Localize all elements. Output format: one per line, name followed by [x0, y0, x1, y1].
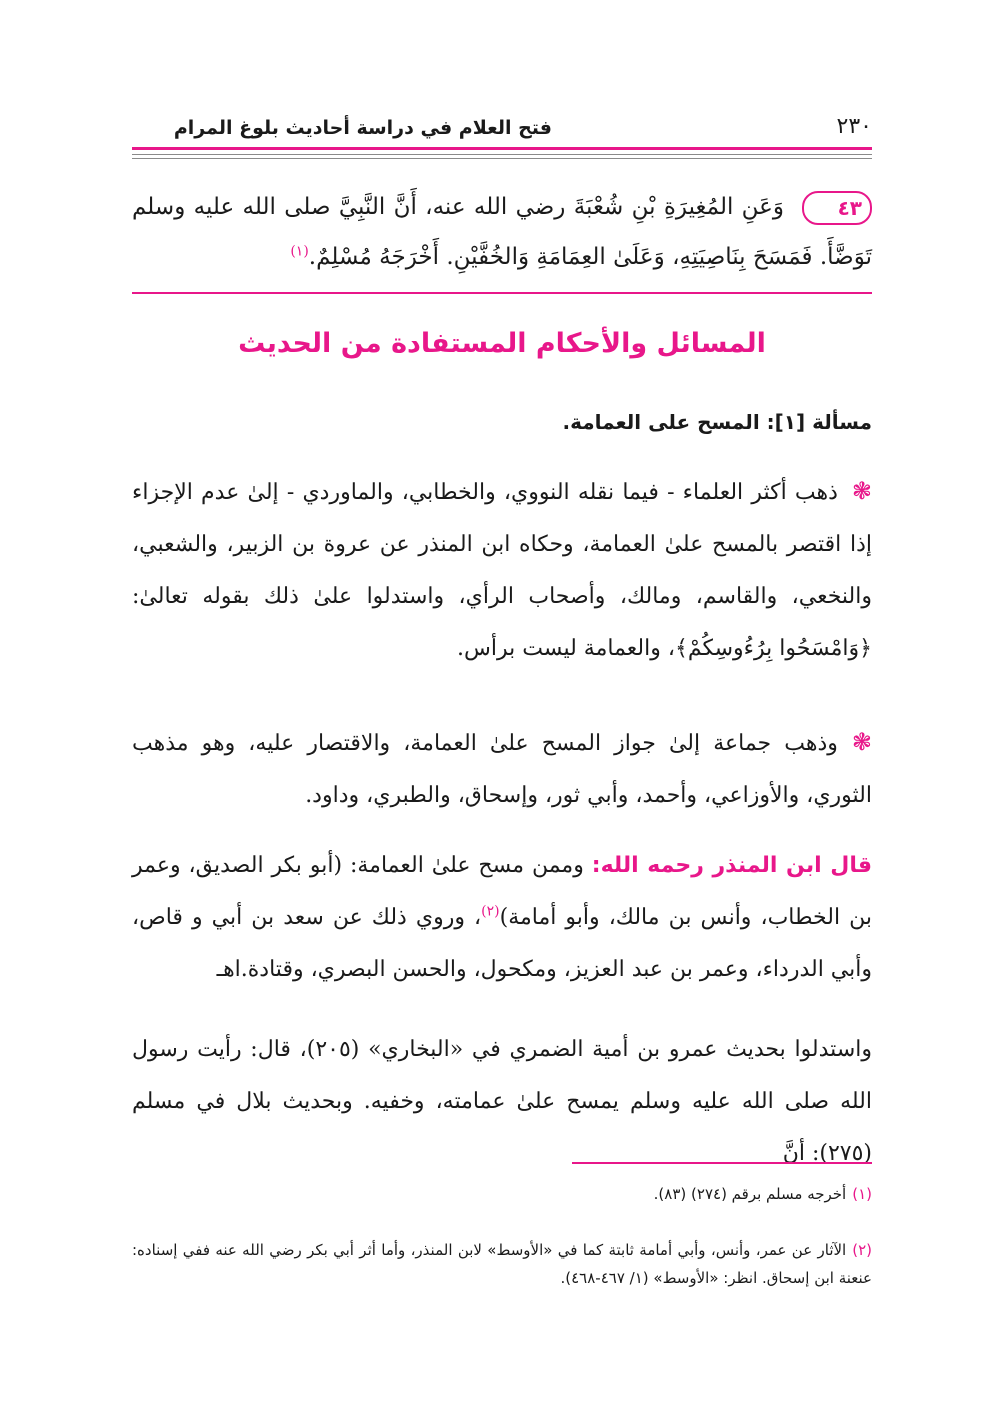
footnote-number: (١)	[852, 1185, 872, 1203]
footnote-1	[132, 1180, 872, 1208]
footnote-ref-2[interactable]: (٢)	[481, 903, 500, 920]
paragraph-1	[132, 465, 872, 675]
running-head-title: فتح العلام في دراسة أحاديث بلوغ المرام	[173, 117, 552, 139]
footnote-divider	[572, 1162, 872, 1164]
paragraph-3	[132, 840, 872, 996]
quote-lead: قال ابن المنذر رحمه الله:	[591, 853, 872, 878]
footnote-text: أخرجه مسلم برقم (٢٧٤) (٨٣).	[653, 1185, 847, 1203]
hadith-text-block	[132, 182, 872, 282]
footnote-text: الآثار عن عمر، وأنس، وأبي أمامة ثابتة كما في «الأوسط» لابن المنذر، وأما أثر أبي بكر رضي الله عنه ففي إسناده: عنعنة ابن إسحاق. انظر: «الأوسط» (١/ ٤٦٧-٤٦٨).	[132, 1241, 872, 1287]
hadith-number-badge: ٤٣	[802, 191, 872, 225]
paragraph-1-text: ذهب أكثر العلماء - فيما نقله النووي، والخطابي، والماوردي - إلىٰ عدم الإجزاء إذا اقتصر بالمسح علىٰ العمامة، وحكاه ابن المنذر عن عروة بن الزبير، والشعبي، والنخعي، والقاسم، ومالك، وأصحاب الرأي، واستدلوا علىٰ ذلك بقوله تعالىٰ: ﴿وَامْسَحُوا بِرُءُوسِكُمْ﴾، والعمامة ليست برأس.	[132, 480, 872, 661]
paragraph-2-text: وذهب جماعة إلىٰ جواز المسح علىٰ العمامة، والاقتصار عليه، وهو مذهب الثوري، والأوزاعي، وأحمد، وأبي ثور، وإسحاق، والطبري، وداود.	[132, 731, 872, 808]
header-rule-accent	[132, 147, 872, 150]
flower-bullet-icon: ❃	[851, 728, 872, 756]
hadith-divider	[132, 292, 872, 294]
hadith-text: وَعَنِ المُغِيرَةِ بْنِ شُعْبَةَ رضي الله عنه، أَنَّ النَّبِيَّ صلى الله عليه وسلم تَوَضَّأَ. فَمَسَحَ بِنَاصِيَتِهِ، وَعَلَىٰ العِمَامَةِ وَالخُفَّيْنِ. أَخْرَجَهُ مُسْلِمٌ.	[132, 194, 872, 270]
issue-heading: مسألة [١]: المسح على العمامة.	[562, 410, 872, 434]
paragraph-4	[132, 1024, 872, 1180]
section-title: المسائل والأحكام المستفادة من الحديث	[238, 328, 766, 359]
footnote-ref-1[interactable]: (١)	[290, 243, 309, 260]
flower-bullet-icon: ❃	[851, 477, 872, 505]
footnote-2	[132, 1236, 872, 1292]
footnote-number: (٢)	[852, 1241, 872, 1259]
paragraph-4-text: واستدلوا بحديث عمرو بن أمية الضمري في «البخاري» (٢٠٥)، قال: رأيت رسول الله صلى الله عليه وسلم يمسح علىٰ عمامته، وخفيه. وبحديث بلال في مسلم (٢٧٥): أنَّ	[132, 1037, 872, 1166]
paragraph-3-text-b: ، وروي ذلك عن سعد بن أبي و قاص، وأبي الدرداء، وعمر بن عبد العزيز، ومكحول، والحسن البصري، وقتادة.اهـ	[132, 905, 872, 982]
header-rule-thin	[132, 154, 872, 155]
paragraph-3-text-a: وممن مسح علىٰ العمامة: (أبو بكر الصديق، وعمر بن الخطاب، وأنس بن مالك، وأبو أمامة)	[132, 853, 872, 930]
header-rule-thin-2	[132, 158, 872, 159]
paragraph-2	[132, 716, 872, 822]
page-number: ٢٣٠	[836, 114, 872, 139]
